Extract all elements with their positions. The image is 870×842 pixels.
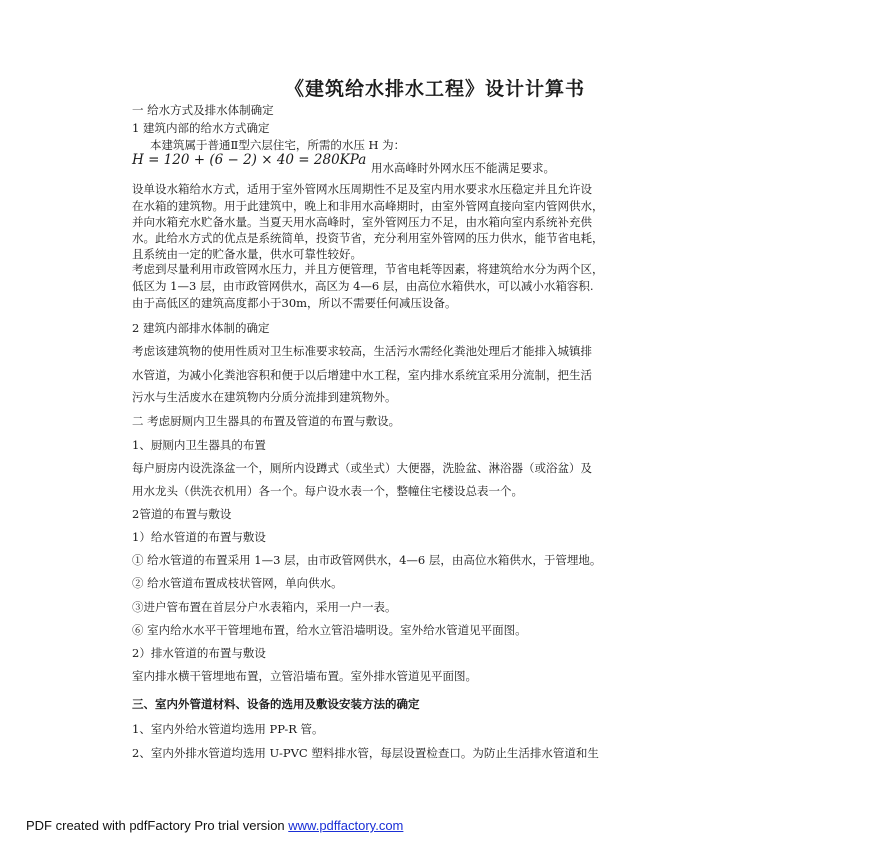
paragraph-line: 在水箱的建筑物。用于此建筑中，晚上和非用水高峰期时，由室外管网直接向室内管网供水，: [132, 199, 604, 213]
list-item: ③进户管布置在首层分户水表箱内，采用一户一表。: [132, 600, 397, 614]
subsection-heading: 1 建筑内部的给水方式确定: [132, 121, 270, 135]
paragraph-line: 水管道，为减小化粪池容积和便于以后增建中水工程，室内排水系统宜采用分流制，把生活: [132, 368, 592, 382]
subsection-heading: 2）排水管道的布置与敷设: [132, 646, 266, 660]
list-item: 1、室内外给水管道均选用 PP-R 管。: [132, 722, 324, 736]
section-heading: 一 给水方式及排水体制确定: [132, 103, 274, 117]
paragraph-line: 且系统由一定的贮备水量，供水可靠性较好。: [132, 247, 362, 261]
paragraph-line: 每户厨房内设洗涤盆一个，厕所内设蹲式（或坐式）大便器，洗脸盆、淋浴器（或浴盆）及: [132, 461, 592, 475]
paragraph-line: 本建筑属于普通Ⅱ型六层住宅，所需的水压 H 为：: [150, 138, 406, 152]
section-heading: 三、室内外管道材料、设备的选用及敷设安装方法的确定: [132, 697, 420, 711]
pressure-formula: H = 120 + (6 − 2) × 40 = 280KPa: [132, 152, 367, 168]
paragraph-line: 污水与生活废水在建筑物内分质分流排到建筑物外。: [132, 390, 397, 404]
paragraph-line: 设单设水箱给水方式，适用于室外管网水压周期性不足及室内用水要求水压稳定并且允许设: [132, 182, 592, 196]
paragraph-line: 低区为 1—3 层，由市政管网供水，高区为 4—6 层，由高位水箱供水，可以减小水箱容积.: [132, 279, 594, 293]
document-title: 《建筑给水排水工程》设计计算书: [284, 78, 585, 100]
subsection-heading: 2管道的布置与敷设: [132, 507, 232, 521]
paragraph-line: 室内排水横干管埋地布置，立管沿墙布置。室外排水管道见平面图。: [132, 669, 477, 683]
formula-note: 用水高峰时外网水压不能满足要求。: [371, 161, 555, 175]
paragraph-line: 用水龙头（供洗衣机用）各一个。每户设水表一个，整幢住宅楼设总表一个。: [132, 484, 523, 498]
pdffactory-link[interactable]: www.pdffactory.com: [288, 818, 404, 833]
subsection-heading: 2 建筑内部排水体制的确定: [132, 321, 270, 335]
list-item: ② 给水管道布置成枝状管网，单向供水。: [132, 576, 343, 590]
list-item: ① 给水管道的布置采用 1—3 层，由市政管网供水，4—6 层，由高位水箱供水，于管埋地。: [132, 553, 602, 567]
footer-text: PDF created with pdfFactory Pro trial version: [26, 818, 289, 833]
subsection-heading: 1、厨厕内卫生器具的布置: [132, 438, 266, 452]
paragraph-line: 考虑到尽量利用市政管网水压力，并且方便管理，节省电耗等因素，将建筑给水分为两个区，: [132, 262, 604, 276]
list-item: ⑥ 室内给水水平干管埋地布置，给水立管沿墙明设。室外给水管道见平面图。: [132, 623, 527, 637]
paragraph-line: 考虑该建筑物的使用性质对卫生标准要求较高，生活污水需经化粪池处理后才能排入城镇排: [132, 344, 592, 358]
list-item: 2、室内外排水管道均选用 U-PVC 塑料排水管，每层设置检查口。为防止生活排水管道和生: [132, 746, 599, 760]
section-heading: 二 考虑厨厕内卫生器具的布置及管道的布置与敷设。: [132, 414, 401, 428]
paragraph-line: 并向水箱充水贮备水量。当夏天用水高峰时，室外管网压力不足，由水箱向室内系统补充供: [132, 215, 592, 229]
subsection-heading: 1）给水管道的布置与敷设: [132, 530, 266, 544]
paragraph-line: 由于高低区的建筑高度都小于30m，所以不需要任何减压设备。: [132, 296, 457, 310]
paragraph-line: 水。此给水方式的优点是系统简单，投资节省，充分利用室外管网的压力供水，能节省电耗，: [132, 231, 604, 245]
pdf-footer: [26, 818, 403, 833]
